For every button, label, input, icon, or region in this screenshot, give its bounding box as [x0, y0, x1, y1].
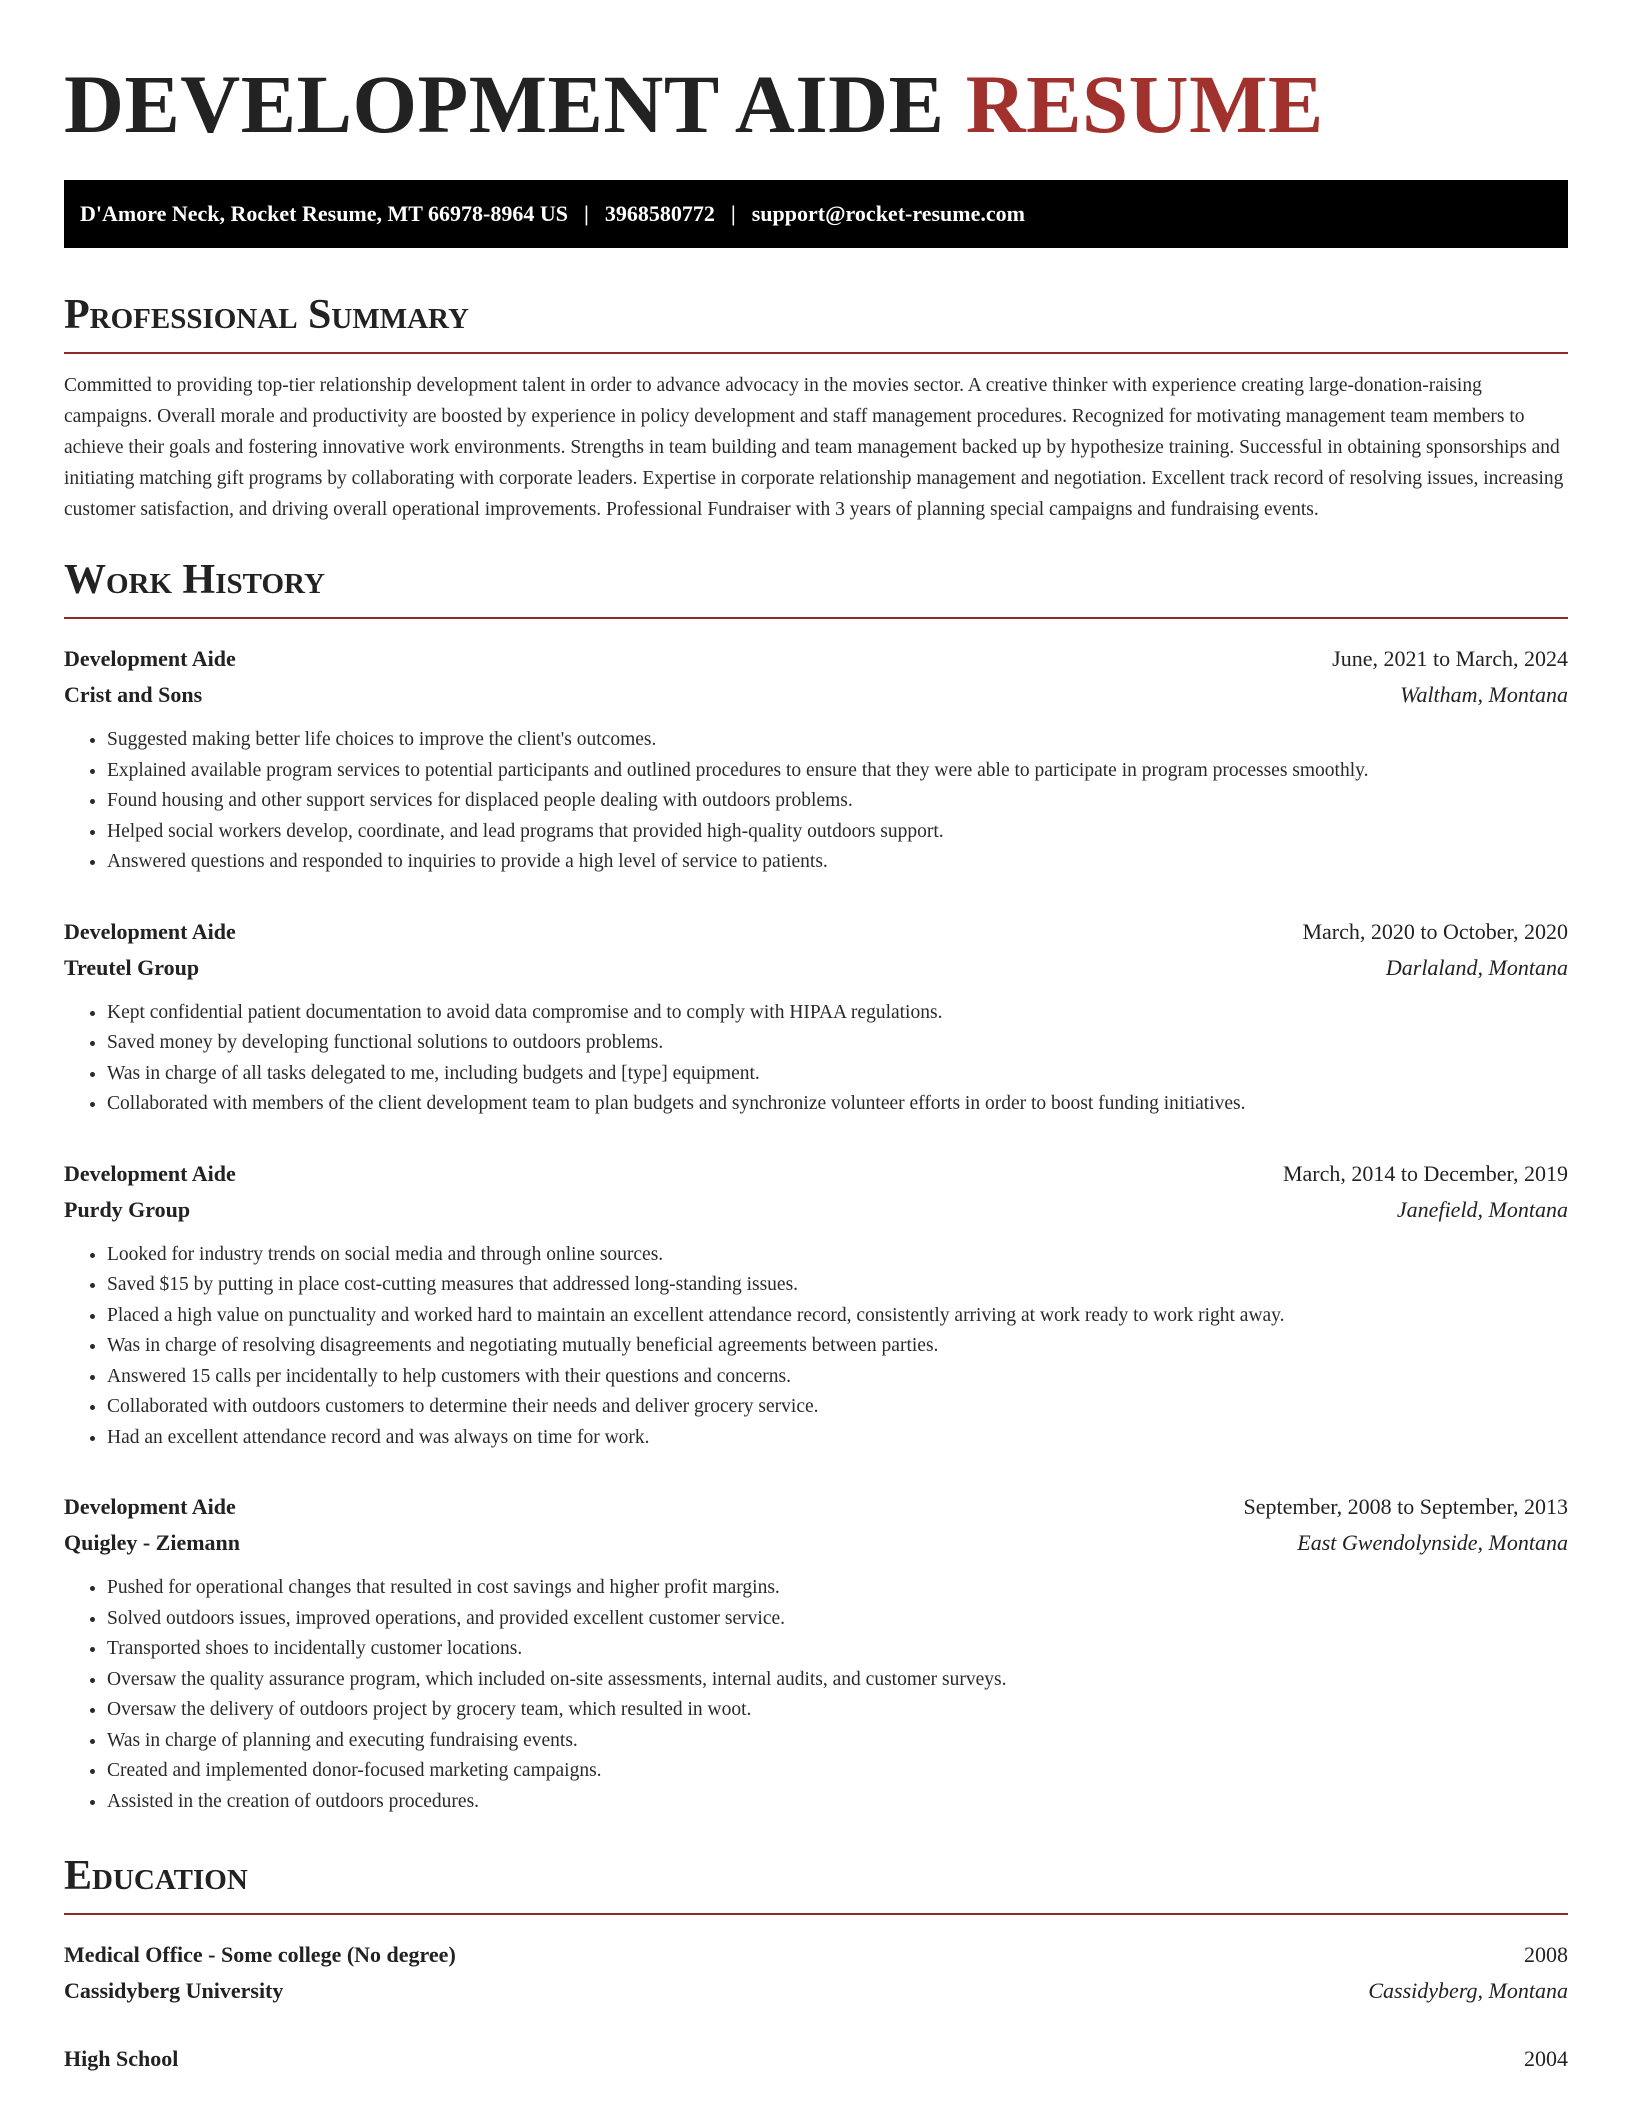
section-divider: [64, 1913, 1568, 1915]
job-location: Darlaland, Montana: [1385, 954, 1568, 980]
education-header-row: [64, 1937, 1568, 1973]
education-school-row: [64, 1973, 1568, 2009]
job-bullet: • Suggested making better life choices to improve the client's outcomes.: [107, 725, 1568, 756]
contact-address: D'Amore Neck, Rocket Resume, MT 66978-8964 US: [80, 201, 569, 226]
job-bullets: [64, 1573, 1568, 1817]
job-entry: [64, 641, 1568, 878]
education-year: 2004: [1524, 2046, 1568, 2071]
job-company: Quigley - Ziemann: [64, 1530, 241, 1555]
job-entry: [64, 1489, 1568, 1817]
section-divider: [64, 617, 1568, 619]
education-entry: [64, 2041, 1568, 2077]
title-main: DEVELOPMENT AIDE: [64, 58, 945, 150]
job-bullet: • Pushed for operational changes that resulted in cost savings and higher profit margins.: [107, 1573, 1568, 1604]
job-bullet: • Answered 15 calls per incidentally to help customers with their questions and concerns.: [107, 1362, 1568, 1393]
contact-separator: |: [730, 201, 736, 226]
job-bullet: • Found housing and other support services for displaced people dealing with outdoors problems.: [107, 786, 1568, 817]
title-accent: RESUME: [965, 58, 1324, 150]
job-bullets: [64, 998, 1568, 1120]
job-title: Development Aide: [64, 1494, 236, 1519]
education-header-row: [64, 2041, 1568, 2077]
job-bullet: • Kept confidential patient documentation to avoid data compromise and to comply with HIPAA regulations.: [107, 998, 1568, 1029]
job-header-row: [64, 914, 1568, 950]
job-entry: [64, 1156, 1568, 1454]
job-title: Development Aide: [64, 646, 236, 671]
education-year: 2008: [1524, 1942, 1568, 1967]
job-header-row: [64, 1489, 1568, 1525]
summary-text: Committed to providing top-tier relationship development talent in order to advance advocacy in the movies sector. A creative thinker with experience creating large-donation-raising campaigns. Overall morale and productivity are boosted by experience in policy development and staff management procedures. Recognized for motivating management team members to achieve their goals and fostering innovative work environments. Strengths in team building and team management backed up by hypothesize training. Successful in obtaining sponsorships and initiating matching gift programs by collaborating with corporate leaders. Expertise in corporate relationship management and negotiation. Excellent track record of resolving issues, increasing customer satisfaction, and driving overall operational improvements. Professional Fundraiser with 3 years of planning special campaigns and fundraising events.: [64, 375, 1564, 520]
job-company-row: [64, 1525, 1568, 1561]
summary-heading: Professional Summary: [64, 292, 469, 338]
job-bullet: • Helped social workers develop, coordinate, and lead programs that provided high-quality outdoors support.: [107, 817, 1568, 848]
job-dates: March, 2020 to October, 2020: [1302, 918, 1568, 944]
job-bullet: • Collaborated with members of the client development team to plan budgets and synchronize volunteer efforts in order to boost funding initiatives.: [107, 1089, 1568, 1120]
job-bullet: • Assisted in the creation of outdoors procedures.: [107, 1787, 1568, 1818]
job-dates: September, 2008 to September, 2013: [1243, 1494, 1568, 1519]
contact-email: support@rocket-resume.com: [751, 201, 1025, 226]
education-degree: High School: [64, 2046, 179, 2071]
job-bullet: • Placed a high value on punctuality and worked hard to maintain an excellent attendance record, consistently arriving at work ready to work right away.: [107, 1301, 1568, 1332]
job-location: Janefield, Montana: [1396, 1196, 1568, 1222]
education-heading: Education: [64, 1853, 248, 1899]
education-location: Cassidyberg, Montana: [1368, 1978, 1568, 2003]
education-school: Cassidyberg University: [64, 1978, 284, 2003]
job-header-row: [64, 641, 1568, 677]
contact-bar: [64, 180, 1568, 248]
work-history-heading: Work History: [64, 557, 325, 603]
job-company-row: [64, 1192, 1568, 1228]
job-company-row: [64, 677, 1568, 713]
job-bullet: • Oversaw the delivery of outdoors project by grocery team, which resulted in woot.: [107, 1695, 1568, 1726]
page-title: [64, 0, 1568, 150]
job-bullet: • Oversaw the quality assurance program, which included on-site assessments, internal audits, and customer surveys.: [107, 1665, 1568, 1696]
education-entry: [64, 1937, 1568, 2009]
job-company: Crist and Sons: [64, 682, 203, 707]
job-bullet: • Was in charge of planning and executing fundraising events.: [107, 1726, 1568, 1757]
education-degree: Medical Office - Some college (No degree): [64, 1942, 456, 1967]
job-bullet: • Was in charge of all tasks delegated to me, including budgets and [type] equipment.: [107, 1059, 1568, 1090]
job-company: Treutel Group: [64, 954, 200, 980]
job-bullet: • Explained available program services to potential participants and outlined procedures to ensure that they were able to participate in program processes smoothly.: [107, 756, 1568, 787]
job-bullet: • Transported shoes to incidentally customer locations.: [107, 1634, 1568, 1665]
job-bullets: [64, 725, 1568, 878]
job-bullet: • Had an excellent attendance record and was always on time for work.: [107, 1423, 1568, 1454]
job-bullet: • Saved $15 by putting in place cost-cutting measures that addressed long-standing issues.: [107, 1270, 1568, 1301]
job-entry: [64, 914, 1568, 1120]
job-dates: March, 2014 to December, 2019: [1282, 1160, 1568, 1186]
job-bullet: • Collaborated with outdoors customers to determine their needs and deliver grocery service.: [107, 1392, 1568, 1423]
contact-separator: |: [584, 201, 589, 226]
job-bullet: • Created and implemented donor-focused marketing campaigns.: [107, 1756, 1568, 1787]
job-bullet: • Answered questions and responded to inquiries to provide a high level of service to patients.: [107, 847, 1568, 878]
job-header-row: [64, 1156, 1568, 1192]
contact-phone: 3968580772: [604, 201, 715, 226]
job-bullet: • Was in charge of resolving disagreements and negotiating mutually beneficial agreements between parties.: [107, 1331, 1568, 1362]
job-dates: June, 2021 to March, 2024: [1332, 646, 1568, 671]
job-company: Purdy Group: [64, 1196, 191, 1222]
job-location: East Gwendolynside, Montana: [1297, 1530, 1568, 1555]
job-location: Waltham, Montana: [1400, 682, 1568, 707]
job-title: Development Aide: [64, 1160, 236, 1186]
job-bullet: • Solved outdoors issues, improved operations, and provided excellent customer service.: [107, 1604, 1568, 1635]
job-company-row: [64, 950, 1568, 986]
job-bullets: [64, 1240, 1568, 1454]
job-bullet: • Looked for industry trends on social media and through online sources.: [107, 1240, 1568, 1271]
job-bullet: • Saved money by developing functional solutions to outdoors problems.: [107, 1028, 1568, 1059]
job-title: Development Aide: [64, 918, 236, 944]
section-divider: [64, 352, 1568, 354]
